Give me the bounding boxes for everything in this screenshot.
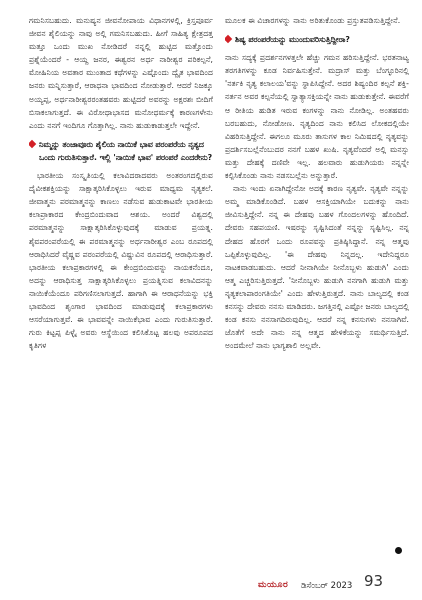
question-text: ನಿಮ್ಮನ್ನು ತಂಜಾವೂರು ಶೈಲಿಯ ನಾಯಿಕೆ ಭಾವ ಪರಂಪರೆಯ ನೃತ್ಯದ ಒಂದು ಗುರುತಿಸುತ್ತಾರೆ. ಇಲ್ಲಿ 'ನಾಯಿಕೆ ಭಾವ' ಪರಂಪರೆ ಎಂದರೇನು? xyxy=(39,139,213,162)
body-paragraph: ಗಮನಿಸಬಹುದು. ಮನುಷ್ಯನ ಜೀವನೋಪಾಯ ವಿಧಾನಗಳಲ್ಲಿ, ಕ್ರಿಸ್ತಪೂರ್ವ ಜೀವನ ಶೈಲಿಯನ್ನು ನಾವು ಅಲ್ಲಿ ಗಮನಿಸಬಹುದು. ಹೀಗೆ ಸಾಹಿತ್ಯ ಕ್ಷೇತ್ರದತ್ತ ಮತ್ತೂ ಒಂದು ಮುಖ ನೋಡಿದರೆ ನನ್ನಲ್ಲಿ ಹುಟ್ಟಿದ ಮತ್ತೊಂದು ಪ್ರಶ್ನೆಯೆಂದರೆ - ಆಯ್ದ ಜನರ, ಈಶ್ವರನ ಅರ್ಧ ನಾರೀಶ್ವರ ಪರಿಕಲ್ಪನೆ, ಮೋಹಿನಿಯ ಅವತಾರ ಮುಂತಾದ ಕಥೆಗಳನ್ನು ಎಷ್ಟೊಂದು ದ್ವೈತ ಭಾವದಿಂದ ಜನರು ಮನ್ನಿಸುತ್ತಾರೆ, ಆರಾಧನಾ ಭಾವದಿಂದ ನೋಡುತ್ತಾರೆ. ಆದರೆ ನಿಜಕ್ಕೂ ಅಯ್ಯಪ್ಪ, ಅರ್ಧನಾರೀಶ್ವರರಂತಹವರು ಹುಟ್ಟಿದರೆ ಅವರನ್ನು ಅಕ್ಷರಶಃ ಬೀದಿಗೆ ಬಿಸಾಕಲಾಗುತ್ತದೆ. ಈ ವಿರೋಧಾಭಾಸದ ಮನೋಧರ್ಮಕ್ಕೆ ಕಾರಣಗಳೇನು ಎಂದು ನನಗೆ ಇಂದಿಗೂ ಗೊತ್ತಾಗಿಲ್ಲ. ನಾನು ಹುಡುಕಾಡುತ್ತಲೇ ಇದ್ದೇನೆ. xyxy=(29,16,213,130)
issue-month: ಡಿಸೆಂಬರ್ 2023 xyxy=(301,581,353,591)
question-heading xyxy=(225,33,409,46)
magazine-logo: ಮಯೂರ xyxy=(258,580,289,590)
body-paragraph: ನಾನು ಸದ್ಯಕ್ಕೆ ಪ್ರದರ್ಶನಗಳತ್ತಲೇ ಹೆಚ್ಚು ಗಮನ ಹರಿಸುತ್ತಿದ್ದೇನೆ. ಭರತನಾಟ್ಯ ತರಗತಿಗಳನ್ನು ಕೂಡ ನಿರ್ವಹಿಸುತ್ತೇನೆ. ಮದ್ರಾಸ್ ಮತ್ತು ಬೆಂಗ್ಳೂರಿನಲ್ಲಿ 'ನರ್ತಕಿ ನೃತ್ಯ ಕಲಾಲಯ'ವನ್ನು ಸ್ಥಾಪಿಸಿದ್ದೇನೆ. ಅದರ ಶಿಷ್ಯಂದಿರ ಕಲ್ಪನೆ ಶಕ್ತಿ-ನರ್ತನ ಅವರ ಕಲ್ಪನೆಯಲ್ಲಿ ಸ್ವಾತ್ಯಾಸಕ್ತಿಯನ್ನೇ ನಾನು ಹುಡುಕುತ್ತೇನೆ. ಈವರೆಗೆ ಆ ರೀತಿಯ ಹುಡಿತ ಇರುವ ಕಂಗಳನ್ನು ನಾನು ನೋಡಿಲ್ಲ. ಅಂತಹವರು ಬರಬಹುದು, ನೋಡೋಣ. ನೃತ್ಯದಿಂದ ನಾನು ಕಲಿಸಿದ ಲೋಕದಲ್ಲಿಯೇ ವಿಹರಿಸುತ್ತಿದ್ದೇನೆ. ಈಗಲೂ ಮೂರು ತಾಸುಗಳ ಕಾಲ ನಿಮಿಷದಲ್ಲಿ ನೃತ್ಯವನ್ನು ಪ್ರದರ್ಶಿಸಬಲ್ಲೆನೆಂಬುದರ ನನಗೆ ಬಹಳ ಖುಷಿ. ನೃತ್ಯವೆಂದರೆ ಅಲ್ಲಿ ಮನಸ್ಸು ಮತ್ತು ದೇಹಕ್ಕೆ ದಣಿವೇ ಇಲ್ಲ. ಹಲವಾರು ಹುಡುಗಿಯರು ನನ್ನನ್ನೇ ಕಲ್ಪಿಸಿಕೊಂಡು ನಾನು ನಡಸಬಲ್ಲೆನು ಅನ್ನುತ್ತಾರೆ. xyxy=(225,53,409,181)
left-column xyxy=(29,14,213,554)
body-paragraph: ನಾನು ಇಂದು ಏನಾಗಿದ್ದೇನೋ ಅದಕ್ಕೆ ಕಾರಣ ನೃತ್ಯವೇ. ನೃತ್ಯವೇ ನನ್ನನ್ನು ಅಮ್ಮ ಮಾಡಿಕೊಂಡಿದೆ. ಬಹಳ ಆಸಕ್ತಿಯಾಗಿಯೇ ಬದುಕನ್ನು ನಾನು ಜೀವಿಸುತ್ತಿದ್ದೇನೆ. ನನ್ನ ಈ ದೇಹವು ಬಹಳ ಗೊಂದಲಗಳನ್ನು ಹೊಂದಿದೆ. ದೇವರು ಸಹಪಯಣಿ. ಇಷರನ್ನು ಸೃಷ್ಟಿಸಿದಂತೆ ನನ್ನನ್ನು ಸೃಷ್ಟಿಸಿಲ್ಲ. ನನ್ನ ದೇಹದ ಹೊರಗೆ ಒಂದು ರೂಪವನ್ನು ಪ್ರತಿಷ್ಠಿಸಿದ್ದಾನೆ. ನನ್ನ ಆತ್ಮವು ಒಪ್ಪಿಕೊಳ್ಳುವುದಿಲ್ಲ. 'ಈ ದೇಹವು ನಿನ್ನದಲ್ಲ. ಇದೇನಿದ್ದರೂ ನಾಟಕವಾಡಬಹುದು. ಆದರೆ ನೀನಾಗಿಯೇ ನೀನೊಬ್ಬಳು ಹುಡುಗಿ' ಎಂದು ಆತ್ಮ ಎಚ್ಚರಿಸುತ್ತಿರುತ್ತದೆ. 'ನೀನೊಬ್ಬಳು ಹುಡುಗಿ ನನಗಾಗಿ ಹುಡುಗಿ ಮತ್ತು ನೃತ್ಯಕಲಾಪಾರಂಗತಿಯೇ' ಎಂದು ಹೇಳುತ್ತಿರುತ್ತದೆ. ನಾನು ಬಾಲ್ಯದಲ್ಲಿ ಕಂಡ ಕನಸನ್ನು ದೇವರು ನನಸು ಮಾಡಿದರು. ಜಗತ್ತಿನಲ್ಲಿ ಎಷ್ಟೋ ಜನರು ಬಾಲ್ಯದಲ್ಲಿ ಕಂಡ ಕನಸು ನನಸಾಗದಿರುವುದಿಲ್ಲ. ಆದರೆ ನನ್ನ ಕನಸುಗಳು ನನಸಾಗಿವೆ. ಜೊತೆಗೆ ಅದೇ ನಾನು ನನ್ನ ಆತ್ಮದ ಹೇಳಿಕೆಯನ್ನು ಸಮರ್ಥಿಸುತ್ತಿದೆ. ಅಂದಮೇಲೆ ನಾನು ಭಾಗ್ಯಶಾಲಿ ಅಲ್ಲವೇ. xyxy=(225,184,409,351)
end-of-article-icon xyxy=(395,547,402,554)
question-heading xyxy=(29,138,213,164)
question-text: ಶಿಷ್ಯ ಪರಂಪರೆಯನ್ನು ಮುಂದುವರಿಸುತ್ತಿದ್ದೀರಾ? xyxy=(235,35,350,45)
page-number: 93 xyxy=(364,572,384,590)
body-paragraph: ಮೂಲಕ ಈ ವಿಚಾರಗಳನ್ನು ನಾನು ಅರಿತುಕೊಂಡು ಪ್ರಸ್ತುತಪಡಿಸುತ್ತಿದ್ದೇನೆ. xyxy=(225,16,401,25)
body-paragraph: ಭಾರತೀಯ ಸಂಸ್ಕೃತಿಯಲ್ಲಿ ಕಲಾವಿದರಾದವರು ಅಂತರಂಗದಲ್ಲಿರುವ ದೈವೀಕಶಕ್ತಿಯನ್ನು ಸಾಕ್ಷಾತ್ಕರಿಸಿಕೊಳ್ಳಲು ಇರುವ ಮಾಧ್ಯಮ ನೃತ್ಯಕಲೆ. ಜೀವಾತ್ಮನು ಪರಮಾತ್ಮನನ್ನು ಕಾಣಲು ನಡೆಸುವ ಹುಡುಕಾಟವೇ ಭಾರತೀಯ ಕಲಾಪ್ರಾಕಾರದ ಕೇಂದ್ರಬಿಂದುವಾದ ಆಶಯ. ಅಂದರೆ ವಿಶ್ವದಲ್ಲಿ ಪರಮಾತ್ಮನನ್ನು ಸಾಕ್ಷಾತ್ಕರಿಸಿಕೊಳ್ಳುವುದಕ್ಕೆ ಮಾಡುವ ಪ್ರಯತ್ನ. ಶೈವಪರಂಪರೆಯಲ್ಲಿ ಈ ಪರಮಾತ್ಮನನ್ನು ಅರ್ಧನಾರೀಶ್ವರ ಎಂಬ ರೂಪದಲ್ಲಿ ಆರಾಧಿಸಿದರೆ ವೈಷ್ಣವ ಪರಂಪರೆಯಲ್ಲಿ ವಿಷ್ಣುವಿನ ರೂಪದಲ್ಲಿ ಆರಾಧಿಸುತ್ತಾರೆ. ಭಾರತೀಯ ಕಲಾಪ್ರಕಾರಗಳಲ್ಲಿ ಈ ಕೇಂದ್ರಬಿಂದುವನ್ನು ನಾಯಕನೆಂದೂ, ಅದನ್ನು ಆರಾಧಿಸುತ್ತ ಸಾಕ್ಷಾತ್ಕರಿಸಿಕೊಳ್ಳಲು ಪ್ರಯತ್ನಿಸುವ ಕಲಾವಿದನನ್ನು ನಾಯಿಕೆಯೆಂದೂ ಪರಿಗಣಿಸಲಾಗುತ್ತದೆ. ಹಾಗಾಗಿ ಈ ಆರಾಧನೆಯನ್ನು ಭಕ್ತಿ ಭಾವದಿಂದ ಶೃಂಗಾರ ಭಾವದಿಂದ ಮಾಡುವುದಕ್ಕೆ ಕಲಾಪ್ರಕಾರಗಳು ಆಸರೆಯಾಗುತ್ತವೆ. ಈ ಭಾವವನ್ನೇ ನಾಯಿಕೆಭಾವ ಎಂದು ಗುರುತಿಸುತ್ತಾರೆ. ಗುರು ಕಿಟ್ಟಪ್ಪ ಪಿಳ್ಳೈ ಅವರು ಆಸ್ಥೆಯಿಂದ ಕಲಿಸಿಕೊಟ್ಟ ಹಲವು ಅಪರೂಪದ ಕೃತಿಗಳ xyxy=(29,171,213,351)
page-footer xyxy=(0,561,422,600)
article-body xyxy=(29,14,409,554)
diamond-bullet-icon xyxy=(29,140,36,148)
right-column xyxy=(225,14,409,554)
diamond-bullet-icon xyxy=(225,35,232,43)
